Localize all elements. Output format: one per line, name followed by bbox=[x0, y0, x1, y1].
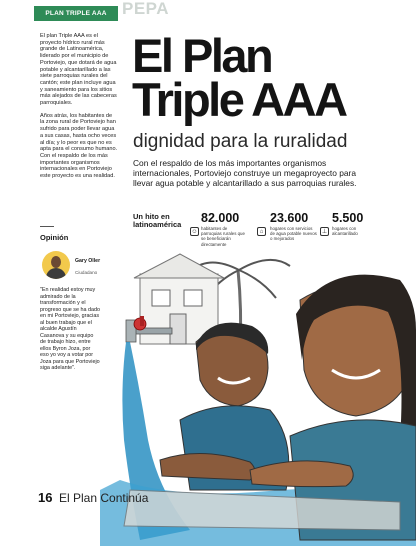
sidebar-paragraph: El plan Triple AAA es el proyecto hídrico rural más grande de Latinoamérica, liderado por el municipio de Portoviejo, que dotará de agua potable y alcantarillado a las siete parroquias rurales del cantón; este plan incluye agua y saneamiento para los sitios más alejados de las cabeceras parroquiales. bbox=[40, 33, 117, 107]
stats-title: Un hito en latinoamérica bbox=[133, 212, 182, 229]
stat-number-1: 82.000 bbox=[201, 211, 240, 225]
pipe-icon: ⊥ bbox=[321, 229, 328, 235]
publication-logo bbox=[122, 0, 169, 22]
stat-desc-2: hogares con servicios de agua potable nuevos o mejorados bbox=[270, 226, 317, 242]
headline-line-2: Triple AAA bbox=[132, 73, 346, 126]
stat-desc-3: hogares con alcantarillado bbox=[332, 226, 358, 237]
section-tag: PLAN TRIPLE AAA bbox=[34, 6, 118, 21]
author-role: Ciudadano bbox=[75, 270, 98, 275]
opinion-heading: Opinión bbox=[40, 233, 69, 242]
headline bbox=[132, 29, 402, 126]
avatar bbox=[42, 251, 70, 279]
sidebar-column bbox=[40, 33, 118, 186]
footer-label: El Plan Continúa bbox=[59, 491, 149, 505]
logo-mark: PEPA bbox=[122, 0, 170, 18]
avatar-body bbox=[46, 268, 66, 279]
opinion-divider bbox=[40, 226, 54, 227]
stat-desc-1: habitantes de parroquias rurales que se beneficiarán directamente bbox=[201, 226, 245, 247]
sidebar-paragraph: Años atrás, los habitantes de la zona rural de Portoviejo han sufrido para poder llevar agua a sus casas, hasta ocho veces al día; y lo peor es que no es apta para el consumo humano. Con el respaldo de los más importantes organismos internacionales en Portoviejo este proyecto es una realidad. bbox=[40, 112, 118, 180]
lead-paragraph: Con el respaldo de los más importantes organismos internacionales, Portoviejo construye un megaproyecto para llevar agua potable y alcantarillado a sus parroquias rurales. bbox=[133, 158, 357, 188]
avatar-head bbox=[51, 256, 61, 268]
subhead: dignidad para la ruralidad bbox=[133, 131, 348, 152]
stat-number-3: 5.500 bbox=[332, 211, 364, 225]
house-icon: ⌂ bbox=[257, 227, 266, 236]
headline-line-1: El Plan bbox=[132, 29, 272, 82]
opinion-quote: "En realidad estoy muy admirado de la transformación y el progreso que se ha dado en mi Portoviejo, gracias al buen trabajo que el alcalde Agustín Casanova y su equipo de trabajo hizo, entre ellos Byron Joza, por eso yo voy a votar por Joza para que Portoviejo siga adelante". bbox=[40, 287, 100, 371]
people-icon: ☺ bbox=[191, 228, 198, 235]
page-number: 16 bbox=[38, 490, 53, 505]
stat-number-2: 23.600 bbox=[270, 211, 309, 225]
author-name: Gary Oller bbox=[75, 258, 101, 264]
